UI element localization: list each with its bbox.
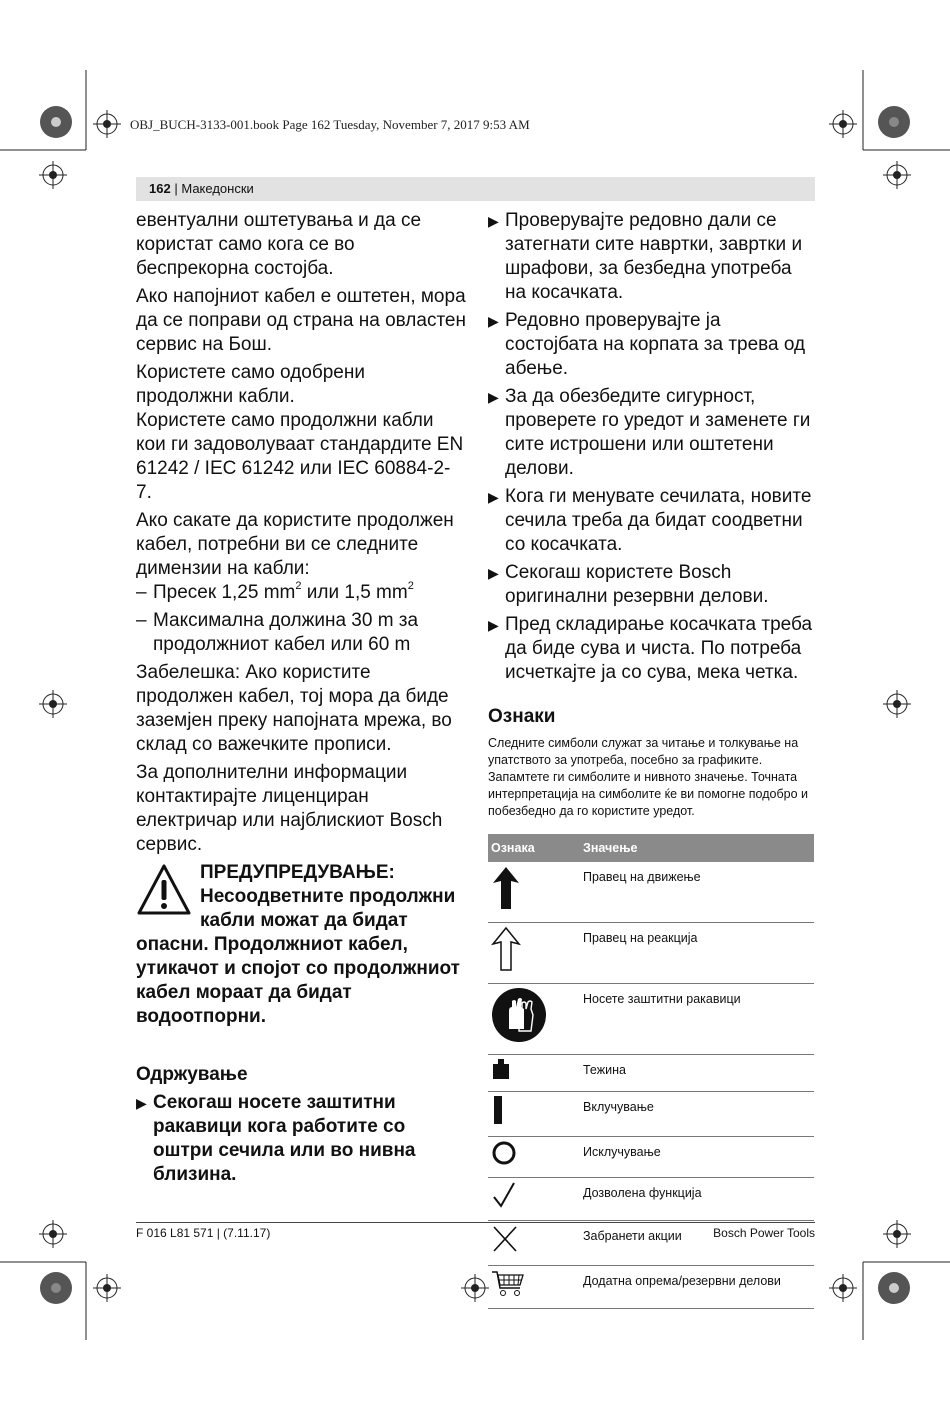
- paragraph: За дополнителни информации контактирајте лиценциран електричар или најблискиот Bosch сервис.: [136, 762, 443, 855]
- symbol-meaning: Забранети акции: [580, 1221, 814, 1266]
- symbol-meaning: Правец на реакција: [580, 923, 814, 984]
- protective-gloves-icon: [491, 987, 547, 1043]
- power-on-icon: [491, 1095, 505, 1125]
- footer-rule: [136, 1222, 815, 1223]
- column-header: Значење: [580, 834, 814, 862]
- page-header: [149, 181, 254, 196]
- warning-triangle-icon: [136, 863, 192, 917]
- list-item: ▶ Пред складирање косачката треба да биде сува и чиста. По потреба исчеткајте ја со сува, мека четка.: [488, 614, 813, 683]
- symbol-meaning: Тежина: [580, 1055, 814, 1092]
- list-item: ▶ Редовно проверувајте ја состојбата на корпата за трева од абење.: [488, 310, 806, 379]
- cross-icon: [491, 1224, 519, 1254]
- bullet-marker: ▶: [488, 617, 499, 633]
- footer-left: F 016 L81 571 | (7.11.17): [136, 1226, 271, 1240]
- list-item: – Максимална должина 30 m за продолжниот кабел или 60 m: [136, 610, 419, 655]
- table-row: [488, 1178, 814, 1221]
- warning-line: кабли можат да бидат: [200, 910, 408, 931]
- bullet-marker: ▶: [488, 565, 499, 581]
- dash-marker: –: [136, 582, 147, 603]
- column-header: Ознака: [488, 834, 580, 862]
- filled-arrow-up-icon: [491, 865, 521, 911]
- paragraph: Користете само продолжни кабли кои ги задоволуваат стандардите EN 61242 / IEC 61242 или IEC 60884-2-7.: [136, 410, 464, 503]
- table-row: [488, 1092, 814, 1137]
- bullet-marker: ▶: [488, 213, 499, 229]
- symbol-meaning: Дозволена функција: [580, 1178, 814, 1221]
- list-item: ▶ Проверувајте редовно дали се затегнати сите навртки, завртки и шрафови, за безбедна употреба на косачката.: [488, 210, 803, 303]
- symbol-meaning: Додатна опрема/резервни делови: [580, 1266, 814, 1309]
- outline-arrow-up-icon: [491, 926, 521, 972]
- table-row: [488, 984, 814, 1055]
- print-header: OBJ_BUCH-3133-001.book Page 162 Tuesday, November 7, 2017 9:53 AM: [130, 117, 530, 132]
- symbol-meaning: Исклучување: [580, 1137, 814, 1178]
- list-item: ▶ Секогаш носете заштитни ракавици кога работите со оштри сечила или во нивна близина.: [136, 1092, 416, 1185]
- bullet-marker: ▶: [488, 489, 499, 505]
- bullet-marker: ▶: [488, 313, 499, 329]
- header-separator: |: [174, 181, 178, 196]
- warning-block: [136, 861, 466, 1029]
- language-label: Македонски: [181, 181, 254, 196]
- paragraph: Ако напојниот кабел е оштетен, мора да се поправи од страна на овластен сервис на Бош.: [136, 286, 466, 355]
- symbol-meaning: Правец на движење: [580, 862, 814, 923]
- symbols-heading: Ознаки: [488, 706, 556, 727]
- paragraph: Користете само одобрени продолжни кабли.: [136, 362, 365, 407]
- warning-title: ПРЕДУПРЕДУВАЊЕ:: [200, 862, 395, 883]
- symbol-meaning: Носете заштитни ракавици: [580, 984, 814, 1055]
- table-row: [488, 923, 814, 984]
- paragraph: евентуални оштетувања и да се користат само кога се во беспрекорна состојба.: [136, 210, 422, 279]
- warning-text: опасни. Продолжниот кабел, утикачот и спојот со продолжниот кабел мораат да бидат водоотпорни.: [136, 934, 460, 1027]
- checkmark-icon: [491, 1181, 517, 1209]
- paragraph: Ако сакате да користите продолжен кабел, потребни ви се следните димензии на кабли:: [136, 510, 454, 579]
- list-item: ▶ За да обезбедите сигурност, проверете го уредот и заменете ги сите истрошени или оштетени делови.: [488, 386, 811, 479]
- paragraph: Забелешка: Ако користите продолжен кабел, тој мора да биде заземјен преку напојната мрежа, во склад со важечките прописи.: [136, 662, 452, 755]
- power-off-icon: [491, 1140, 517, 1166]
- symbols-intro: Следните симболи служат за читање и толкување на упатството за употреба, посебно за графиките. Запамтете ги симболите и нивното значење. Точната интерпретација на симболите ќе ви помогне подобро и побезбедно да го користите уредот.: [488, 736, 809, 818]
- list-item: – Пресек 1,25 $mm^2$ или 1,5 $mm^2$: [136, 579, 414, 603]
- list-item: ▶ Кога ги менувате сечилата, новите сечила треба да бидат соодветни со косачката.: [488, 486, 812, 555]
- bullet-marker: ▶: [136, 1095, 147, 1111]
- table-header-row: [488, 834, 814, 862]
- dash-marker: –: [136, 610, 147, 631]
- table-row: [488, 862, 814, 923]
- table-row: [488, 1137, 814, 1178]
- footer-right: Bosch Power Tools: [713, 1226, 815, 1240]
- bullet-marker: ▶: [488, 389, 499, 405]
- symbol-meaning: Вклучување: [580, 1092, 814, 1137]
- page-number: 162: [149, 181, 171, 196]
- maintenance-heading: Одржување: [136, 1064, 248, 1085]
- warning-line: Несоодветните продолжни: [200, 886, 456, 907]
- list-item: ▶ Секогаш користете Bosch оригинални резервни делови.: [488, 562, 769, 607]
- table-row: [488, 1055, 814, 1092]
- shopping-cart-icon: [491, 1269, 525, 1297]
- left-column: [136, 209, 466, 1191]
- table-row: [488, 1266, 814, 1309]
- weight-icon: [491, 1058, 511, 1080]
- right-column: [488, 209, 815, 1309]
